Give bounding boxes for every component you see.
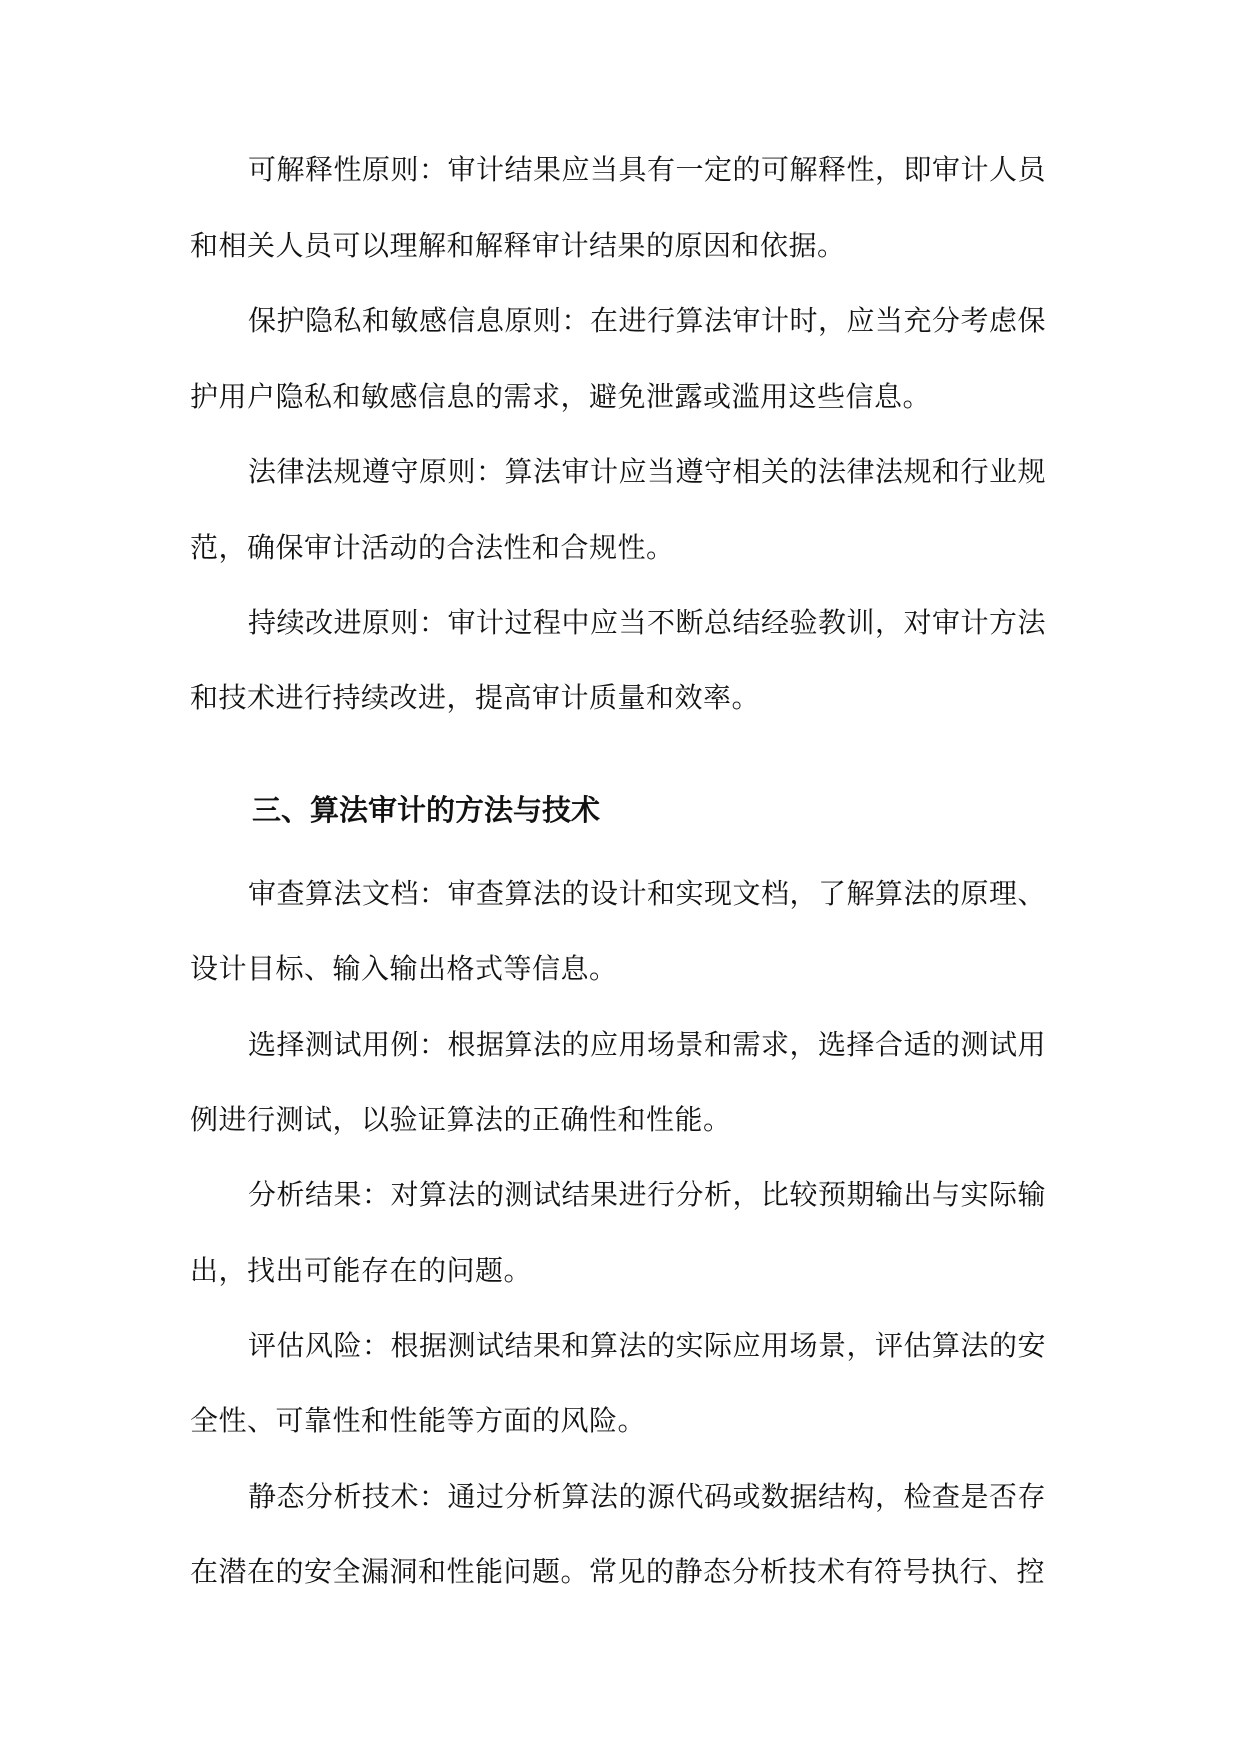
paragraph-line: 选择测试用例：根据算法的应用场景和需求，选择合适的测试用 — [248, 1028, 1047, 1061]
paragraph-line: 法律法规遵守原则：算法审计应当遵守相关的法律法规和行业规 — [248, 455, 1047, 488]
paragraph-line: 可解释性原则：审计结果应当具有一定的可解释性，即审计人员 — [248, 153, 1047, 186]
paragraph-line: 和相关人员可以理解和解释审计结果的原因和依据。 — [190, 229, 846, 262]
paragraph-line: 持续改进原则：审计过程中应当不断总结经验教训，对审计方法 — [248, 606, 1047, 639]
paragraph-line: 保护隐私和敏感信息原则：在进行算法审计时，应当充分考虑保 — [248, 304, 1047, 337]
paragraph-line: 全性、可靠性和性能等方面的风险。 — [190, 1404, 647, 1437]
paragraph-line: 静态分析技术：通过分析算法的源代码或数据结构，检查是否存 — [248, 1480, 1047, 1513]
paragraph-line: 出，找出可能存在的问题。 — [190, 1254, 533, 1287]
paragraph-line: 分析结果：对算法的测试结果进行分析，比较预期输出与实际输 — [248, 1178, 1047, 1211]
paragraph-line: 审查算法文档：审查算法的设计和实现文档，了解算法的原理、 — [248, 877, 1047, 910]
paragraph-line: 范，确保审计活动的合法性和合规性。 — [190, 531, 675, 564]
paragraph-line: 和技术进行持续改进，提高审计质量和效率。 — [190, 681, 761, 714]
paragraph-line: 设计目标、输入输出格式等信息。 — [190, 952, 618, 985]
section-heading: 三、算法审计的方法与技术 — [252, 793, 601, 827]
paragraph-line: 评估风险：根据测试结果和算法的实际应用场景，评估算法的安 — [248, 1329, 1047, 1362]
paragraph-line: 在潜在的安全漏洞和性能问题。常见的静态分析技术有符号执行、控 — [190, 1555, 1046, 1588]
paragraph-line: 例进行测试，以验证算法的正确性和性能。 — [190, 1103, 732, 1136]
paragraph-line: 护用户隐私和敏感信息的需求，避免泄露或滥用这些信息。 — [190, 380, 932, 413]
